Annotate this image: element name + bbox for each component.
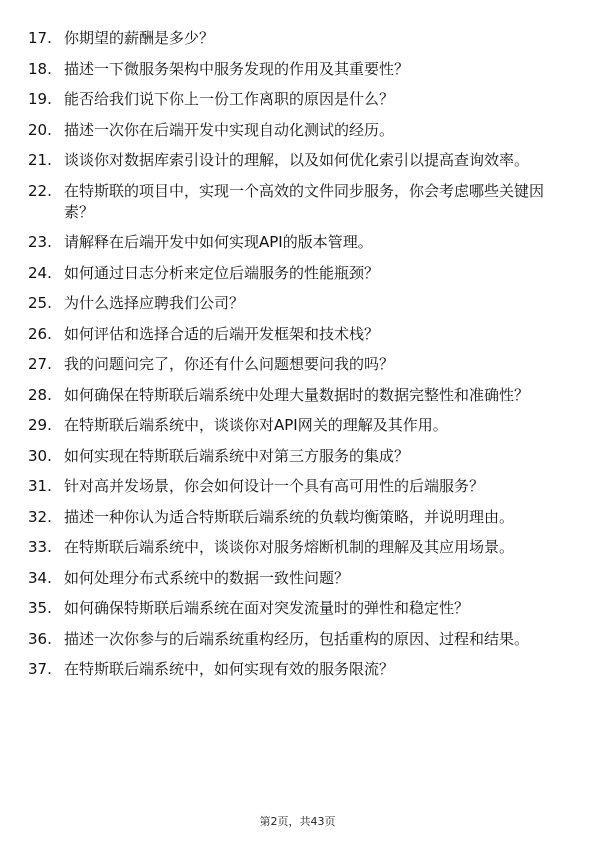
question-text: 如何处理分布式系统中的数据一致性问题？ — [64, 568, 350, 587]
question-text: 描述一次你参与的后端系统重构经历，包括重构的原因、过程和结果。 — [64, 629, 530, 648]
question-text: 如何确保在特斯联后端系统中处理大量数据时的数据完整性和准确性？ — [64, 385, 530, 404]
question-item — [28, 293, 568, 314]
question-number: 27. — [28, 355, 52, 373]
question-item — [28, 415, 568, 436]
page-number-footer: 第2页，共43页 — [259, 815, 336, 828]
question-text: 如何评估和选择合适的后端开发框架和技术栈？ — [64, 324, 380, 343]
question-number: 32. — [28, 507, 52, 526]
question-number: 30. — [28, 446, 52, 465]
question-number: 35. — [28, 599, 52, 617]
question-number: 28. — [28, 385, 52, 404]
question-text: 针对高并发场景，你会如何设计一个具有高可用性的后端服务？ — [64, 477, 485, 495]
question-text: 你期望的薪酬是多少？ — [64, 29, 215, 47]
question-item — [28, 28, 568, 49]
question-item — [28, 354, 568, 375]
question-number: 22. — [28, 181, 52, 200]
question-text: 如何实现在特斯联后端系统中对第三方服务的集成？ — [64, 446, 410, 465]
question-text: 如何通过日志分析来定位后端服务的性能瓶颈？ — [64, 263, 380, 282]
question-item — [28, 181, 568, 223]
question-number: 34. — [28, 568, 52, 587]
question-item — [28, 150, 568, 171]
question-text: 描述一次你在后端开发中实现自动化测试的经历。 — [64, 120, 395, 139]
question-number: 26. — [28, 324, 52, 343]
question-item — [28, 446, 568, 467]
question-number: 33. — [28, 538, 52, 556]
question-text: 描述一种你认为适合特斯联后端系统的负载均衡策略，并说明理由。 — [64, 507, 515, 526]
question-number: 31. — [28, 477, 52, 495]
question-item — [28, 537, 568, 558]
question-text: 描述一下微服务架构中服务发现的作用及其重要性？ — [64, 59, 410, 78]
question-text: 在特斯联后端系统中，谈谈你对服务熔断机制的理解及其应用场景。 — [64, 538, 515, 556]
question-number: 21. — [28, 151, 52, 169]
question-item — [28, 629, 568, 650]
question-text: 在特斯联后端系统中，谈谈你对API网关的理解及其作用。 — [64, 416, 448, 434]
question-item — [28, 59, 568, 80]
question-item — [28, 324, 568, 345]
question-text: 请解释在后端开发中如何实现API的版本管理。 — [64, 233, 373, 251]
question-item — [28, 385, 568, 406]
question-item — [28, 659, 568, 680]
question-text: 在特斯联的项目中，实现一个高效的文件同步服务，你会考虑哪些关键因素？ — [64, 181, 545, 221]
question-number: 20. — [28, 120, 52, 139]
question-item — [28, 232, 568, 253]
question-item — [28, 263, 568, 284]
question-item — [28, 568, 568, 589]
question-item — [28, 476, 568, 497]
question-text: 如何确保特斯联后端系统在面对突发流量时的弹性和稳定性？ — [64, 599, 470, 617]
question-number: 19. — [28, 90, 52, 108]
question-text: 谈谈你对数据库索引设计的理解，以及如何优化索引以提高查询效率。 — [64, 151, 530, 169]
question-text: 为什么选择应聘我们公司？ — [64, 294, 245, 312]
question-text: 在特斯联后端系统中，如何实现有效的服务限流？ — [64, 660, 395, 678]
question-text: 能否给我们说下你上一份工作离职的原因是什么？ — [64, 90, 395, 108]
question-list — [28, 28, 568, 690]
question-item — [28, 598, 568, 619]
question-number: 24. — [28, 263, 52, 282]
question-item — [28, 120, 568, 141]
question-item — [28, 507, 568, 528]
question-number: 25. — [28, 294, 52, 312]
question-number: 23. — [28, 233, 52, 251]
question-item — [28, 89, 568, 110]
question-number: 36. — [28, 629, 52, 648]
question-number: 29. — [28, 416, 52, 434]
question-number: 18. — [28, 59, 52, 78]
question-text: 我的问题问完了，你还有什么问题想要问我的吗？ — [64, 355, 395, 373]
question-number: 17. — [28, 29, 52, 47]
question-number: 37. — [28, 660, 52, 678]
